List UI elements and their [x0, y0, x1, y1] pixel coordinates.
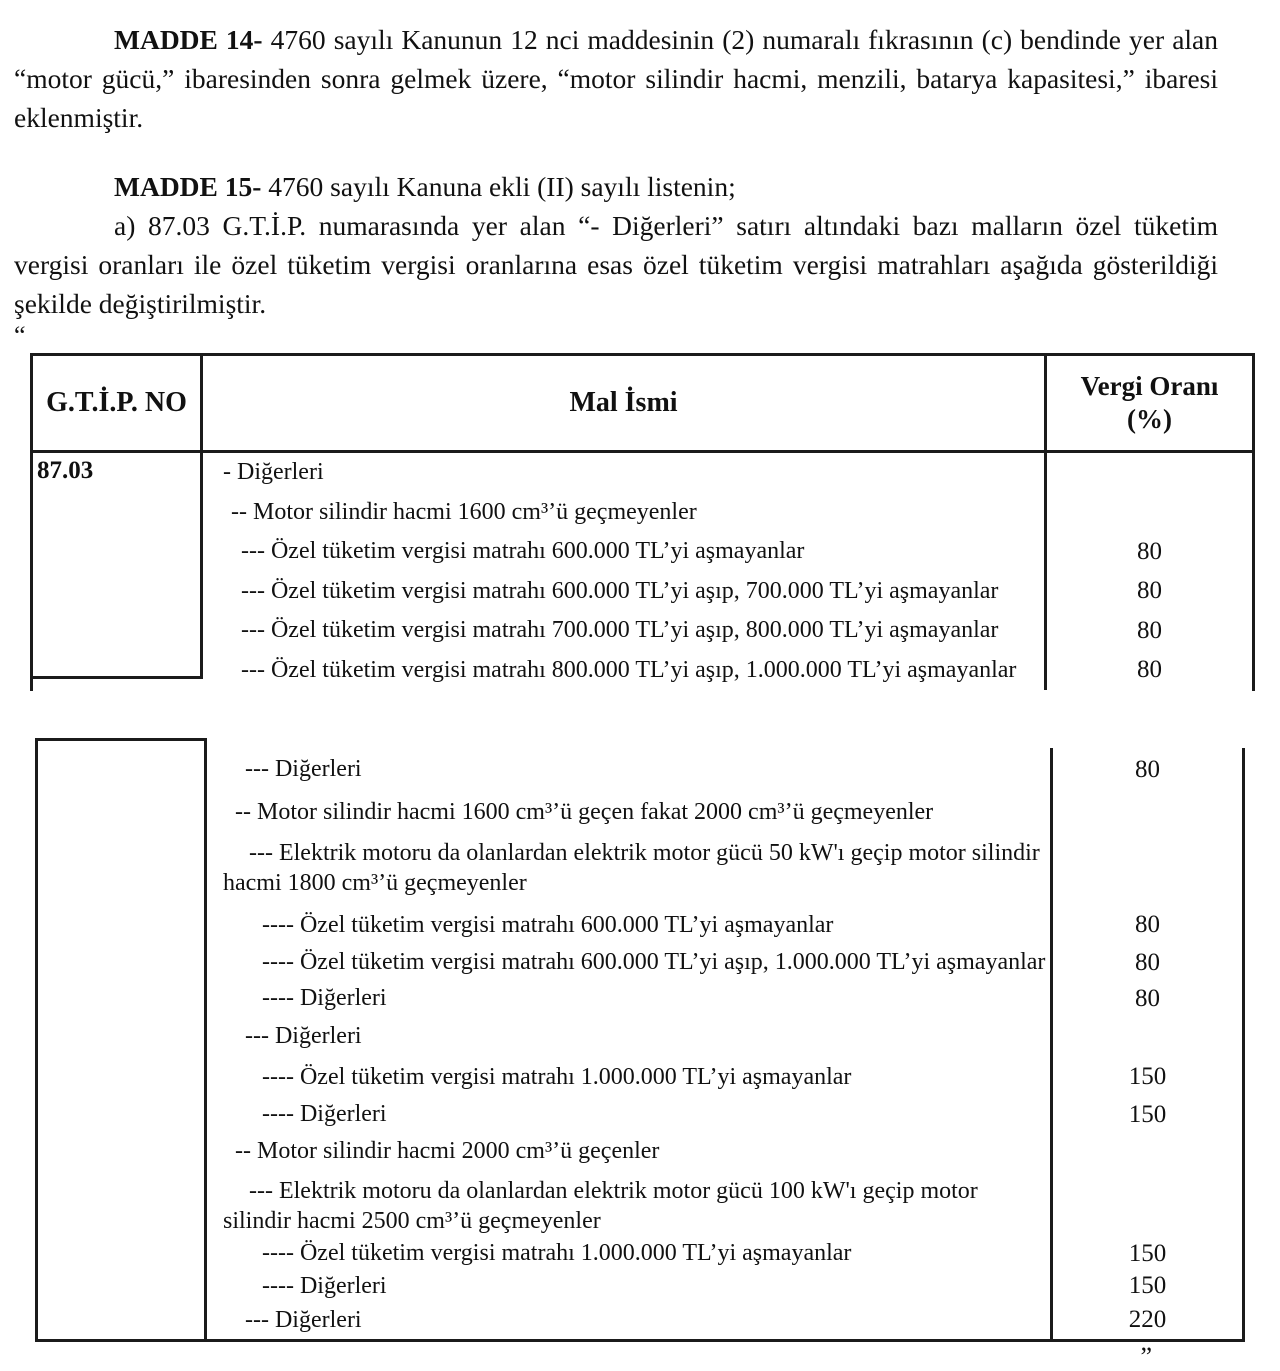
header-gtip-no: G.T.İ.P. NO — [33, 356, 203, 450]
mal-ismi-cell: --- Özel tüketim vergisi matrahı 800.000 TL’yi aşıp, 1.000.000 TL’yi aşmayanlar — [241, 656, 1017, 683]
mal-ismi-cell: ---- Diğerleri — [262, 1272, 387, 1299]
mal-ismi-cell: ---- Diğerleri — [262, 1101, 387, 1128]
table-body-block1 — [33, 453, 1252, 691]
vergi-orani-cell: 80 — [1044, 651, 1252, 691]
gtip-code-cell-empty — [35, 738, 207, 1339]
vergi-orani-cell — [1044, 453, 1252, 493]
table-header-row — [33, 356, 1252, 453]
table-row — [203, 651, 1252, 691]
madde14-label: MADDE 14- — [114, 24, 263, 55]
mal-ismi-cell: ---- Özel tüketim vergisi matrahı 1.000.000 TL’yi aşmayanlar — [262, 1063, 852, 1090]
madde15-label: MADDE 15- — [114, 171, 262, 202]
header-vergi-orani — [1044, 356, 1252, 450]
vergi-orani-cell — [1044, 493, 1252, 533]
opening-quote: “ — [14, 321, 26, 350]
madde15-text: 4760 sayılı Kanuna ekli (II) sayılı listenin; — [261, 171, 736, 202]
table-row — [207, 1016, 1245, 1056]
tax-table-block2 — [35, 738, 1245, 1342]
table-row — [207, 1236, 1245, 1272]
table-row — [203, 532, 1252, 572]
table-row — [207, 981, 1245, 1017]
table-row — [207, 905, 1245, 945]
vergi-orani-cell: 220 — [1050, 1301, 1245, 1339]
vergi-orani-cell: 80 — [1050, 905, 1245, 945]
vergi-orani-cell: 80 — [1044, 532, 1252, 572]
mal-ismi-cell: --- Elektrik motoru da olanlardan elektrik motor gücü 50 kW'ı geçip motor silindir hacmi 1800 cm³’ü geçmeyenler — [223, 839, 1040, 896]
table-row — [207, 1056, 1245, 1098]
vergi-orani-cell: 80 — [1050, 748, 1245, 792]
table-row — [203, 572, 1252, 612]
paragraph-madde15 — [14, 167, 1218, 206]
table-row — [207, 1172, 1245, 1236]
mal-ismi-cell: --- Diğerleri — [245, 1306, 362, 1333]
table-row — [207, 748, 1245, 792]
vergi-orani-cell: 150 — [1050, 1056, 1245, 1098]
mal-ismi-cell: --- Diğerleri — [245, 756, 362, 783]
table-row — [207, 1132, 1245, 1172]
vergi-orani-cell: 80 — [1050, 981, 1245, 1017]
mal-ismi-cell: ---- Özel tüketim vergisi matrahı 600.000 TL’yi aşmayanlar — [262, 911, 834, 938]
table-row — [207, 792, 1245, 834]
table-row — [207, 834, 1245, 906]
table-row — [203, 493, 1252, 533]
mal-ismi-cell: -- Motor silindir hacmi 2000 cm³’ü geçenler — [235, 1138, 660, 1165]
header-vergi-line2: (%) — [1127, 404, 1172, 434]
table-row — [207, 1301, 1245, 1339]
table-row — [203, 611, 1252, 651]
vergi-orani-cell: 150 — [1050, 1271, 1245, 1301]
vergi-orani-cell — [1050, 1132, 1245, 1172]
block1-rows — [203, 453, 1252, 691]
vergi-orani-cell: 150 — [1050, 1098, 1245, 1132]
gtip-code-cell: 87.03 — [33, 453, 203, 679]
vergi-orani-cell — [1050, 834, 1245, 906]
mal-ismi-cell: -- Motor silindir hacmi 1600 cm³’ü geçmeyenler — [231, 498, 697, 525]
mal-ismi-cell: --- Elektrik motoru da olanlardan elektrik motor gücü 100 kW'ı geçip motor silindir hacmi 2500 cm³’ü geçmeyenler — [223, 1177, 978, 1234]
madde15-item-a-text: a) 87.03 G.T.İ.P. numarasında yer alan “- Diğerleri” satırı altındaki bazı malların özel tüketim vergisi oranları ile özel tüketim vergisi oranlarına esas özel tüketim vergisi matrahları aşağıda gösterildiği şekilde değiştirilmiştir. — [14, 210, 1218, 319]
table-row — [207, 1271, 1245, 1301]
mal-ismi-cell: ---- Özel tüketim vergisi matrahı 600.000 TL’yi aşıp, 1.000.000 TL’yi aşmayanlar — [262, 949, 1046, 976]
vergi-orani-cell — [1050, 1172, 1245, 1236]
block2-rows — [207, 738, 1245, 1339]
mal-ismi-cell: --- Özel tüketim vergisi matrahı 700.000 TL’yi aşıp, 800.000 TL’yi aşmayanlar — [241, 617, 999, 644]
paragraph-madde14 — [14, 0, 1218, 137]
header-vergi-line1: Vergi Oranı — [1080, 371, 1219, 401]
tax-table-block1 — [30, 353, 1255, 691]
paragraph-madde15-item-a — [14, 206, 1218, 323]
vergi-orani-cell: 80 — [1044, 572, 1252, 612]
header-mal-ismi: Mal İsmi — [569, 387, 678, 418]
mal-ismi-cell: --- Diğerleri — [245, 1022, 362, 1049]
mal-ismi-cell: - Diğerleri — [223, 459, 324, 486]
mal-ismi-cell: --- Özel tüketim vergisi matrahı 600.000 TL’yi aşmayanlar — [241, 538, 805, 565]
mal-ismi-cell: ---- Diğerleri — [262, 985, 387, 1012]
table-row — [207, 1098, 1245, 1132]
table-row — [207, 945, 1245, 981]
vergi-orani-cell — [1050, 792, 1245, 834]
mal-ismi-cell: --- Özel tüketim vergisi matrahı 600.000 TL’yi aşıp, 700.000 TL’yi aşmayanlar — [241, 577, 999, 604]
vergi-orani-cell: 80 — [1050, 945, 1245, 981]
vergi-orani-cell: 150 — [1050, 1236, 1245, 1272]
vergi-orani-cell: 80 — [1044, 611, 1252, 651]
vergi-orani-cell — [1050, 1016, 1245, 1056]
mal-ismi-cell: ---- Özel tüketim vergisi matrahı 1.000.000 TL’yi aşmayanlar — [262, 1240, 852, 1267]
madde14-text: 4760 sayılı Kanunun 12 nci maddesinin (2) numaralı fıkrasının (c) bendinde yer alan “motor gücü,” ibaresinden sonra gelmek üzere, “motor silindir hacmi, menzili, batarya kapasitesi,” ibaresi eklenmiştir. — [14, 24, 1218, 133]
table-row — [203, 453, 1252, 493]
mal-ismi-cell: -- Motor silindir hacmi 1600 cm³’ü geçen fakat 2000 cm³’ü geçmeyenler — [235, 799, 934, 826]
closing-quote: ” — [1140, 1342, 1152, 1371]
